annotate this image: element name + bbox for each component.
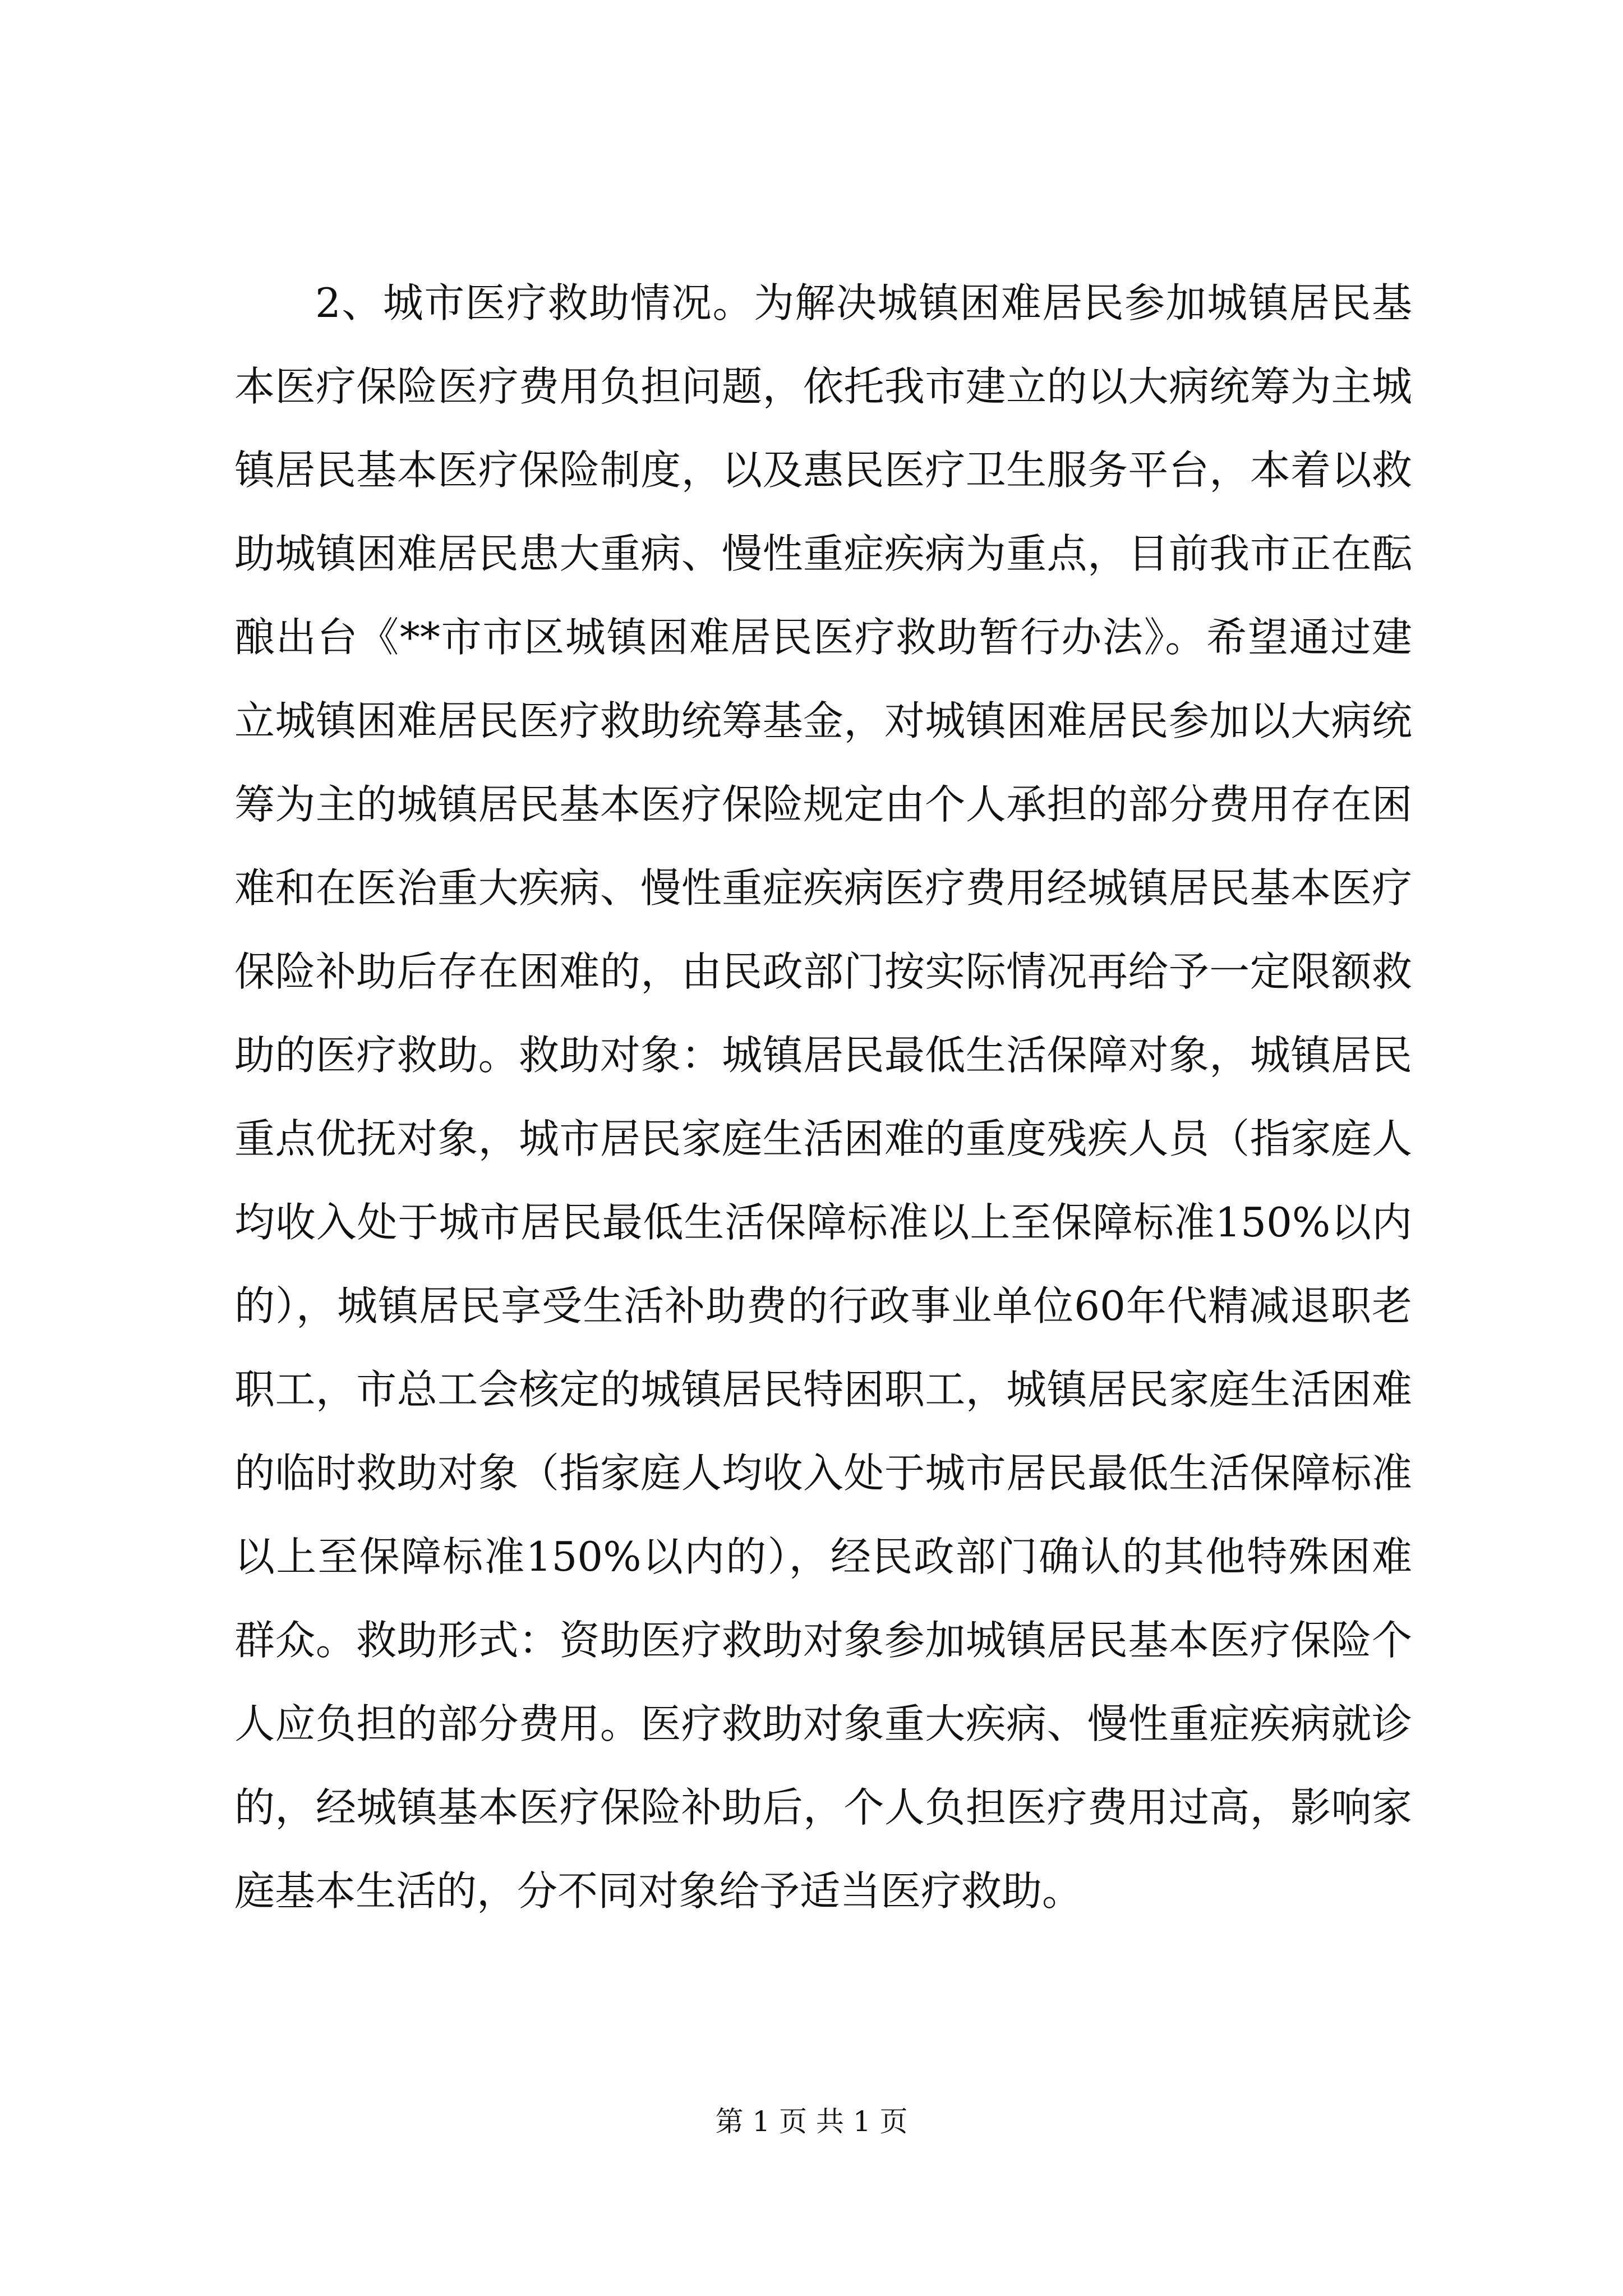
body-paragraph: 2、城市医疗救助情况。为解决城镇困难居民参加城镇居民基本医疗保险医疗费用负担问题，依托我市建立的以大病统筹为主城镇居民基本医疗保险制度，以及惠民医疗卫生服务平台，本着以救助城镇困难居民患大重病、慢性重症疾病为重点，目前我市正在酝酿出台《**市市区城镇困难居民医疗救助暂行办法》。希望通过建立城镇困难居民医疗救助统筹基金，对城镇困难居民参加以大病统筹为主的城镇居民基本医疗保险规定由个人承担的部分费用存在困难和在医治重大疾病、慢性重症疾病医疗费用经城镇居民基本医疗保险补助后存在困难的，由民政部门按实际情况再给予一定限额救助的医疗救助。救助对象：城镇居民最低生活保障对象，城镇居民重点优抚对象，城市居民家庭生活困难的重度残疾人员（指家庭人均收入处于城市居民最低生活保障标准以上至保障标准150%以内的），城镇居民享受生活补助费的行政事业单位60年代精减退职老职工，市总工会核定的城镇居民特困职工，城镇居民家庭生活困难的临时救助对象（指家庭人均收入处于城市居民最低生活保障标准以上至保障标准150%以内的），经民政部门确认的其他特殊困难群众。救助形式：资助医疗救助对象参加城镇居民基本医疗保险个人应负担的部分费用。医疗救助对象重大疾病、慢性重症疾病就诊的，经城镇基本医疗保险补助后，个人负担医疗费用过高，影响家庭基本生活的，分不同对象给予适当医疗救助。 [234,279,1412,1915]
page-footer: 第 1 页 共 1 页 [715,2105,908,2138]
